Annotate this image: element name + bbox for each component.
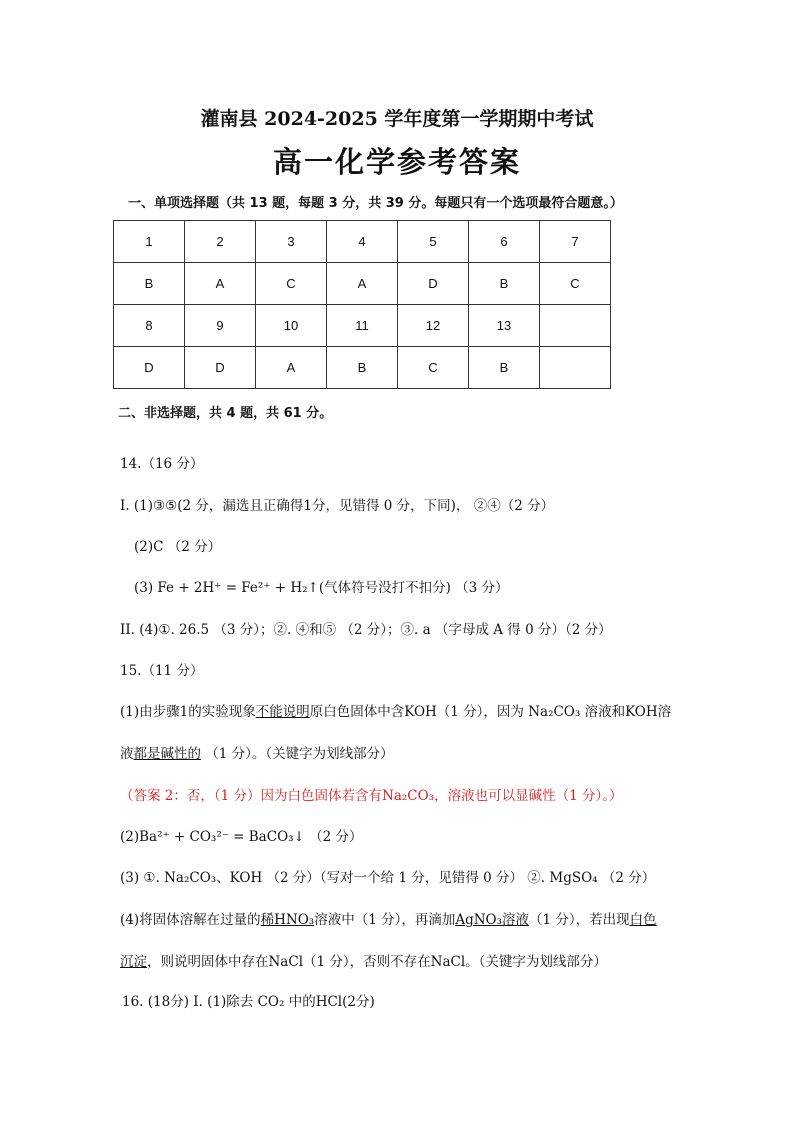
q14-part-i-3: (3) Fe + 2H⁺ = Fe²⁺ + H₂↑(气体符号没打不扣分) （3 分） <box>134 580 509 596</box>
q15-part1-line2 <box>120 742 394 762</box>
q15-p1-keyword-2: 都是碱性的 <box>133 746 201 762</box>
q15-part4-line2 <box>120 950 607 970</box>
table-cell: 10 <box>256 305 327 347</box>
table-cell: B <box>469 347 540 389</box>
q15-p4-text-c: （1 分），若出现 <box>529 912 630 928</box>
q14-part-ii: II. (4)①. 26.5 （3 分）；②. ④和⑤ （2 分）；③. a （字母成 A 得 0 分）（2 分） <box>120 622 612 638</box>
table-cell: 13 <box>469 305 540 347</box>
table-cell: A <box>327 263 398 305</box>
q14-part-i-1: I. (1)③⑤(2 分，漏选且正确得1分，见错得 0 分，下同)， ②④（2 分） <box>120 498 555 514</box>
table-cell: 1 <box>114 221 185 263</box>
table-cell: A <box>185 263 256 305</box>
table-cell: 12 <box>398 305 469 347</box>
table-cell: 11 <box>327 305 398 347</box>
table-cell: 6 <box>469 221 540 263</box>
exam-title: 灌南县 2024-2025 学年度第一学期期中考试 <box>200 108 594 130</box>
q15-p4-keyword-1: 稀HNO₃ <box>260 912 315 928</box>
table-cell: B <box>327 347 398 389</box>
q15-p4-text-a: (4)将固体溶解在过量的 <box>120 912 261 928</box>
q15-part1-line1 <box>120 700 671 720</box>
table-cell: 7 <box>540 221 611 263</box>
table-cell <box>540 305 611 347</box>
q15-p1-keyword-1: 不能说明 <box>255 704 310 720</box>
table-cell: 4 <box>327 221 398 263</box>
q15-part3: (3) ①. Na₂CO₃、KOH （2 分）（写对一个给 1 分，见错得 0 分） ②. MgSO₄ （2 分） <box>120 870 656 886</box>
table-cell <box>540 347 611 389</box>
section1-heading: 一、单项选择题（共 13 题，每题 3 分，共 39 分。每题只有一个选项最符合题意。） <box>128 196 623 211</box>
table-cell: 2 <box>185 221 256 263</box>
table-cell: A <box>256 347 327 389</box>
table-cell: 3 <box>256 221 327 263</box>
q15-p1-text-d: （1 分）。（关键字为划线部分） <box>201 746 394 762</box>
q15-p4-keyword-4: 沉淀 <box>120 954 147 970</box>
q15-p1-text-b: 原白色固体中含KOH（1 分），因为 Na₂CO₃ 溶液和KOH溶 <box>309 704 672 720</box>
table-cell: B <box>469 263 540 305</box>
q15-part2: (2)Ba²⁺ + CO₃²⁻ = BaCO₃↓ （2 分） <box>120 829 363 845</box>
q15-p4-keyword-3: 白色 <box>629 912 657 928</box>
table-cell: C <box>540 263 611 305</box>
table-cell: D <box>398 263 469 305</box>
table-cell: B <box>114 263 185 305</box>
section2-heading: 二、非选择题，共 4 题，共 61 分。 <box>118 406 333 421</box>
answer-table <box>113 220 611 389</box>
q15-p1-text-a: (1)由步骤1的实验现象 <box>120 704 256 720</box>
q15-p4-keyword-2: AgNO₃溶液 <box>455 912 530 928</box>
question-number-row <box>114 221 611 263</box>
table-cell: D <box>114 347 185 389</box>
q14-part-i-2: (2)C （2 分） <box>134 539 222 555</box>
q15-p4-text-d: ，则说明固体中存在NaCl（1 分），否则不存在NaCl。（关键字为划线部分） <box>147 954 607 970</box>
q15-p1-text-c: 液 <box>120 746 134 762</box>
q16-line: 16. (18分) I. (1)除去 CO₂ 中的HCl(2分) <box>122 994 375 1010</box>
table-cell: D <box>185 347 256 389</box>
table-cell: C <box>398 347 469 389</box>
table-cell: 9 <box>185 305 256 347</box>
answer-row <box>114 263 611 305</box>
document-title: 高一化学参考答案 <box>272 145 521 179</box>
table-cell: C <box>256 263 327 305</box>
answer-row <box>114 347 611 389</box>
question-number-row <box>114 305 611 347</box>
q15-part4-line1 <box>120 908 657 928</box>
q15-title: 15.（11 分） <box>120 663 204 679</box>
q15-alternative-answer: （答案 2：否，（1 分）因为白色固体若含有Na₂CO₃，溶液也可以显碱性（1 分）。） <box>120 788 623 804</box>
table-cell: 5 <box>398 221 469 263</box>
table-cell: 8 <box>114 305 185 347</box>
q15-p4-text-b: 溶液中（1 分），再滴加 <box>314 912 456 928</box>
q14-title: 14.（16 分） <box>120 456 204 472</box>
